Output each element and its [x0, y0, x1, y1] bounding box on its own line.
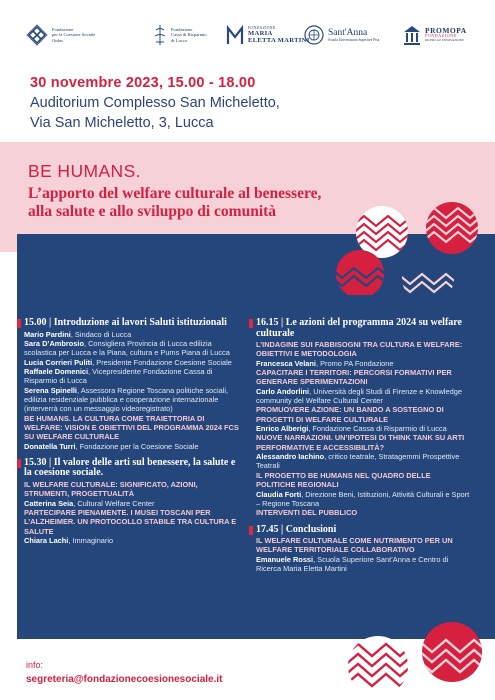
decorative-pattern-bottom — [340, 612, 495, 700]
talk-title — [256, 536, 471, 555]
speaker — [256, 387, 471, 406]
speaker — [24, 536, 239, 545]
talk-title-text: BE HUMANS. LA CULTURA COME TRAIETTORIA DI WELFARE: VISION E OBIETTIVI DEL PROGRAMMA 2024 FCS SU WELFARE CULTURALE — [24, 413, 239, 442]
talk-title-text: NUOVE NARRAZIONI. UN’IPOTESI DI THINK TANK SU ARTI PERFORMATIVE E ACCESSIBILITÀ? — [256, 433, 465, 452]
speaker — [256, 490, 471, 509]
logo-bar — [0, 0, 495, 62]
building-icon — [403, 24, 421, 46]
logo-text: Fondazione Cassa di Risparmio di Lucca — [171, 26, 207, 43]
section-marker — [249, 526, 253, 535]
program-right-column — [256, 318, 471, 580]
speaker-name: Lucia Corrieri Puliti — [24, 357, 93, 367]
speaker — [24, 330, 239, 339]
speaker-role: , Presidente Fondazione Coesione Sociale — [92, 357, 232, 367]
speaker-name: Raffaele Domenici — [24, 366, 89, 376]
logo-fondazione-crl — [153, 24, 207, 46]
program-section — [256, 318, 471, 518]
event-date: 30 novembre 2023, 15.00 - 18.00 — [30, 75, 256, 91]
talk-title-text: IL PROGETTO BE HUMANS NEL QUADRO DELLE POLITICHE REGIONALI — [256, 470, 431, 490]
talk-title — [256, 340, 471, 359]
decorative-pattern-top — [330, 180, 495, 295]
logo-santanna — [304, 24, 379, 46]
speaker — [24, 367, 239, 386]
speaker-name: Carlo Andorlini — [256, 386, 310, 396]
tower-icon — [153, 24, 167, 46]
logo-fondazione-coesione-sociale — [26, 24, 95, 46]
speaker-role: , Consigliera Provincia di Lucca edilizia scolastica per Lucca e la Piana, cultura e Pums Piana di Lucca — [24, 338, 230, 358]
speaker-name: Catterina Seia — [24, 498, 74, 508]
m-monogram-icon — [226, 24, 244, 46]
section-time-title: 16.15 | Le azioni del programma 2024 su welfare culturale — [256, 317, 462, 339]
program-section — [24, 318, 239, 451]
speaker-name: Emanuele Rossi — [256, 554, 314, 564]
info-label: info: — [26, 660, 44, 670]
speaker-role: , Fondazione per la Coesione Sociale — [75, 441, 199, 451]
event-subtitle: L’apporto del welfare culturale al benessere, alla salute e allo sviluppo di comunità — [28, 185, 322, 220]
speaker-name: Alessandro Iachino — [256, 452, 325, 462]
logo-text: Fondazione per la Coesione Sociale Onlus — [52, 26, 96, 43]
logo-text: Sant'Anna Scuola Universitaria Superiore Pisa — [328, 28, 380, 42]
speaker-role: , Promo PA Fondazione — [315, 358, 394, 368]
talk-title — [24, 414, 239, 442]
speaker-name: Mario Pardini — [24, 329, 71, 339]
section-marker — [17, 459, 21, 468]
speaker-role: , Fondazione Cassa di Risparmio di Lucca — [308, 424, 447, 434]
logo-text: PROMOPA FONDAZIONE RICERCA E INNOVAZIONE — [425, 25, 467, 43]
talk-title-text: IL WELFARE CULTURALE: SIGNIFICATO, AZIONI, STRUMENTI, PROGETTUALITÀ — [24, 479, 198, 499]
logo-maria-eletta-martini — [226, 24, 310, 46]
section-marker — [249, 319, 253, 328]
event-info — [30, 75, 470, 133]
speaker-name: Claudia Forti — [256, 489, 302, 499]
section-time-title: 15.00 | Introduzione ai lavori Saluti istituzionali — [24, 317, 227, 328]
speaker — [256, 452, 471, 471]
speaker-role: , Cultural Welfare Center — [73, 498, 155, 508]
talk-title — [256, 368, 471, 387]
title-block — [28, 161, 328, 221]
contact-email-link[interactable]: segreteria@fondazionecoesionesociale.it — [26, 674, 223, 685]
talk-title — [24, 480, 239, 499]
speaker-role: , Assessora Regione Toscana politiche sociali, edilizia residenziale pubblica e cooperazione internazionale (interverrà con un messaggio videoregistrato) — [24, 385, 229, 414]
section-time-title: 17.45 | Conclusioni — [256, 523, 337, 535]
speaker-role: , Scuola Superiore Sant’Anna e Centro di Ricerca Maria Eletta Martini — [256, 554, 449, 574]
speaker — [24, 358, 239, 367]
talk-title-text: PROMUOVERE AZIONE: UN BANDO A SOSTEGNO DI PROGETTI DI WELFARE CULTURALE — [256, 405, 444, 424]
speaker-name: Enrico Alberigi — [256, 424, 309, 434]
speaker-role: , Università degli Studi di Firenze e Knowledge community del Welfare Cultural Center — [256, 386, 462, 406]
speaker-name: Donatella Turri — [24, 441, 76, 451]
talk-title — [256, 508, 471, 517]
speaker-role: , critico teatrale, Stratagemmi Prospettive Teatrali — [256, 452, 460, 471]
event-title: BE HUMANS. — [28, 161, 141, 181]
section-time-title: 15.30 | Il valore delle arti sul benessere, la salute e la coesione sociale. — [24, 456, 236, 479]
talk-title-text: PARTECIPARE PIENAMENTE. I MUSEI TOSCANI PER L’ALZHEIMER. UN PROTOCOLLO STABILE TRA CULTURA E SALUTE — [24, 508, 237, 536]
program-section — [24, 458, 239, 545]
speaker-role: , Sindaco di Lucca — [70, 329, 132, 339]
program-section — [256, 525, 471, 574]
knot-icon — [26, 24, 48, 46]
talk-title — [256, 433, 471, 452]
speaker-name: Chiara Lachi — [24, 536, 69, 546]
speaker-name: Francesca Velani — [256, 358, 316, 368]
logo-promo-pa — [403, 24, 467, 46]
talk-title — [24, 508, 239, 536]
program-left-column — [24, 318, 239, 552]
speaker-role: , Vicepresidente Fondazione Cassa di Risparmio di Lucca — [24, 366, 213, 386]
section-marker — [17, 319, 21, 328]
talk-title — [256, 471, 471, 490]
talk-title-text: IL WELFARE CULTURALE COME NUTRIMENTO PER UN WELFARE TERRITORIALE COLLABORATIVO — [256, 536, 453, 555]
event-venue: Auditorium Complesso San Micheletto, Via San Micheletto, 3, Lucca — [30, 95, 280, 131]
speaker-name: Serena Spinelli — [24, 385, 77, 395]
speaker — [256, 424, 471, 433]
talk-title — [256, 405, 471, 424]
speaker — [256, 555, 471, 574]
speaker — [24, 442, 239, 451]
talk-title-text: CAPACITARE I TERRITORI: PERCORSI FORMATIVI PER GENERARE SPERIMENTAZIONI — [256, 368, 452, 387]
talk-title-text: L’INDAGINE SUI FABBISOGNI TRA CULTURA E WELFARE: OBIETTIVI E METODOLOGIA — [256, 340, 463, 359]
speaker-role: , Direzione Beni, Istituzioni, Attività Culturali e Sport – Regione Toscana — [256, 489, 470, 508]
seal-icon — [304, 24, 324, 46]
talk-title-text: INTERVENTI DEL PUBBLICO — [256, 508, 358, 518]
logo-text: FONDAZIONE MARIA ELETTA MARTINI — [248, 26, 310, 44]
speaker — [24, 499, 239, 508]
speaker-role: , Immaginario — [68, 536, 114, 546]
speaker — [24, 386, 239, 414]
speaker — [24, 339, 239, 358]
speaker-name: Sara D’Ambrosio — [24, 338, 84, 348]
speaker — [256, 359, 471, 368]
